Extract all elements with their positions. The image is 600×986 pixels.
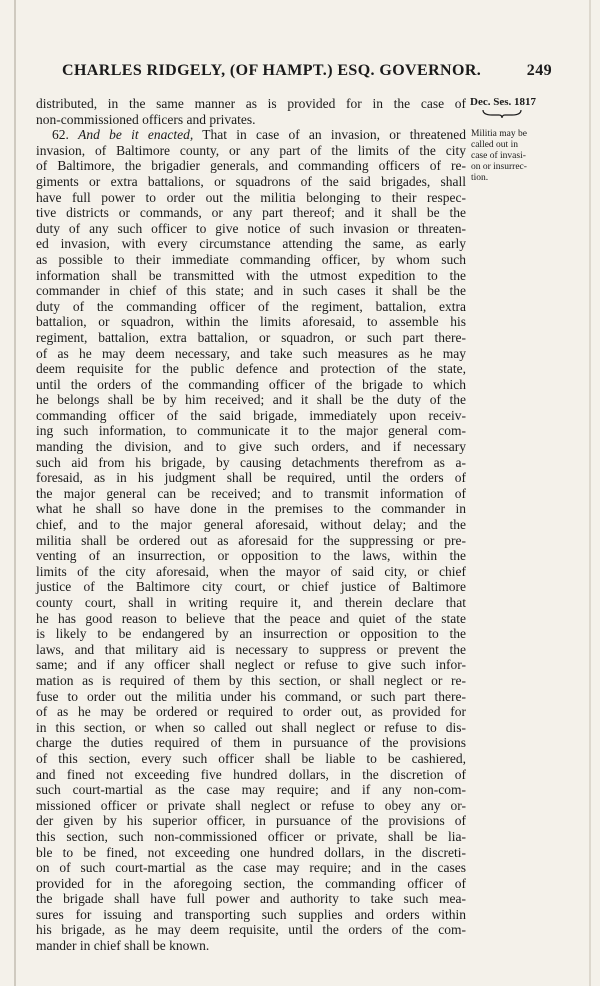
body-line: commander in chief of this state; and in such cases it shall be the — [36, 283, 466, 299]
militia-margin-note — [471, 129, 551, 184]
body-line: of Baltimore, the brigadier generals, and commanding officers of re- — [36, 158, 466, 174]
body-line: he belongs shall be by him received; and it shall be the duty of the — [36, 392, 466, 408]
body-line: distributed, in the same manner as is provided for in the case of — [36, 96, 466, 111]
body-line: battalion, or squadron, within the limits aforesaid, to assemble his — [36, 314, 466, 330]
enacting-clause: And be it enacted, — [78, 127, 194, 143]
body-line: until the orders of the commanding officer of the brigade to which — [36, 376, 466, 392]
body-line: militia shall be ordered out as aforesaid for the suppressing or pre- — [36, 532, 466, 548]
body-line: of as he may deem necessary, and take such measures as he may — [36, 345, 466, 361]
session-note: Dec. Ses. 1817 — [470, 96, 536, 108]
body-line: commanding officer of the said brigade, immediately upon receiv- — [36, 407, 466, 423]
body-line: as possible to their immediate commanding officer, by whom such — [36, 251, 466, 267]
page-edge-right — [589, 0, 591, 986]
militia-note-line: tion. — [471, 173, 489, 183]
militia-note-line: on or insurrec- — [471, 162, 527, 172]
brace-mark — [482, 109, 522, 119]
body-line: laws, and that military aid is necessary to suppress or prevent the — [36, 641, 466, 657]
body-line: this section, such non-commissioned officer or private, shall be lia- — [36, 828, 466, 844]
body-line: charge the duties required of them in pursuance of the provisions — [36, 735, 466, 751]
body-line: justice of the Baltimore city court, or chief justice of Baltimore — [36, 579, 466, 595]
running-title: CHARLES RIDGELY, (OF HAMPT.) ESQ. GOVERNOR. — [62, 62, 482, 79]
body-line: his brigade, as he may deem requisite, until the orders of the com- — [36, 922, 466, 938]
page-number: 249 — [526, 62, 552, 79]
body-line: such court-martial as the case may require; and if any non-com- — [36, 782, 466, 798]
body-line: duty of the commanding officer of the regiment, battalion, extra — [36, 298, 466, 314]
body-line: limits of the city aforesaid, when the mayor of said city, or chief — [36, 563, 466, 579]
body-line: of this section, every such officer shall be liable to be cashiered, — [36, 750, 466, 766]
body-line: chief, and to the major general aforesaid, without delay; and the — [36, 517, 466, 533]
body-line: missioned officer or private shall neglect or refuse to obey any or- — [36, 797, 466, 813]
body-line: tive districts or commands, or any part thereof; and it shall be the — [36, 205, 466, 221]
body-line: on of such court-martial as the case may require; and in the cases — [36, 860, 466, 876]
body-line: provided for in the aforegoing section, the commanding officer of — [36, 875, 466, 891]
body-line: the major general can be received; and to transmit information of — [36, 485, 466, 501]
running-header — [62, 62, 552, 80]
body-line: invasion, of Baltimore county, or any part of the limits of the city — [36, 142, 466, 158]
body-line: have full power to order out the militia belonging to their respec- — [36, 189, 466, 205]
body-line: the brigade shall have full power and authority to take such mea- — [36, 891, 466, 907]
body-line: manding the division, and to give such orders, and if necessary — [36, 439, 466, 455]
body-line: fuse to order out the militia under his command, or such part there- — [36, 688, 466, 704]
body-line: ble to be fined, not exceeding one hundred dollars, in the discreti- — [36, 844, 466, 860]
body-line: county court, shall in writing require it, and therein declare that — [36, 595, 466, 610]
body-line: sures for issuing and transporting such supplies and orders within — [36, 906, 466, 922]
body-line: der given by his superior officer, in pursuance of the provisions of — [36, 813, 466, 829]
body-line: mation as is required of them by this section, or shall neglect or re- — [36, 672, 466, 688]
body-line: of as he may be ordered or required to order out, as provided for — [36, 704, 466, 720]
body-line: what he shall so have done in the premises to the commander in — [36, 501, 466, 517]
body-line: non-commissioned officers and privates. — [36, 111, 256, 127]
body-line: and fined not exceeding five hundred dollars, in the discretion of — [36, 766, 466, 782]
body-line: ing such information, to communicate it to the major general com- — [36, 423, 466, 439]
body-line: giments or extra battalions, or squadrons of the said brigades, shall — [36, 173, 466, 189]
body-text — [36, 96, 466, 954]
militia-note-line: case of invasi- — [471, 151, 526, 161]
body-line: he has good reason to believe that the peace and quiet of the state — [36, 610, 466, 626]
body-line: mander in chief shall be known. — [36, 938, 210, 954]
body-line: in this section, or when so called out shall neglect or refuse to dis- — [36, 719, 466, 735]
body-line: foresaid, as in his judgment shall be required, until the orders of — [36, 470, 466, 486]
body-line: same; and if any officer shall neglect or refuse to give such infor- — [36, 657, 466, 673]
body-line: 62. And be it enacted, That in case of an invasion, or threatened — [52, 127, 467, 143]
body-line: such aid from his brigade, by causing detachments therefrom as a- — [36, 454, 466, 470]
body-line: deem requisite for the public defence and protection of the state, — [36, 361, 466, 377]
body-line: information shall be transmitted with the utmost expedition to the — [36, 267, 466, 283]
militia-note-line: called out in — [471, 140, 518, 150]
body-line: ed invasion, with every circumstance attending the same, as early — [36, 236, 466, 252]
body-line: duty of any such officer to give notice of such invasion or threaten- — [36, 220, 466, 236]
body-line: venting of an insurrection, or opposition to the laws, within the — [36, 548, 466, 564]
body-line: regiment, battalion, extra battalion, or squadron, or such part there- — [36, 329, 466, 345]
body-line: is likely to be endangered by an insurrection or opposition to the — [36, 626, 466, 642]
militia-note-line: Militia may be — [471, 129, 527, 139]
page-edge-left — [14, 0, 16, 986]
